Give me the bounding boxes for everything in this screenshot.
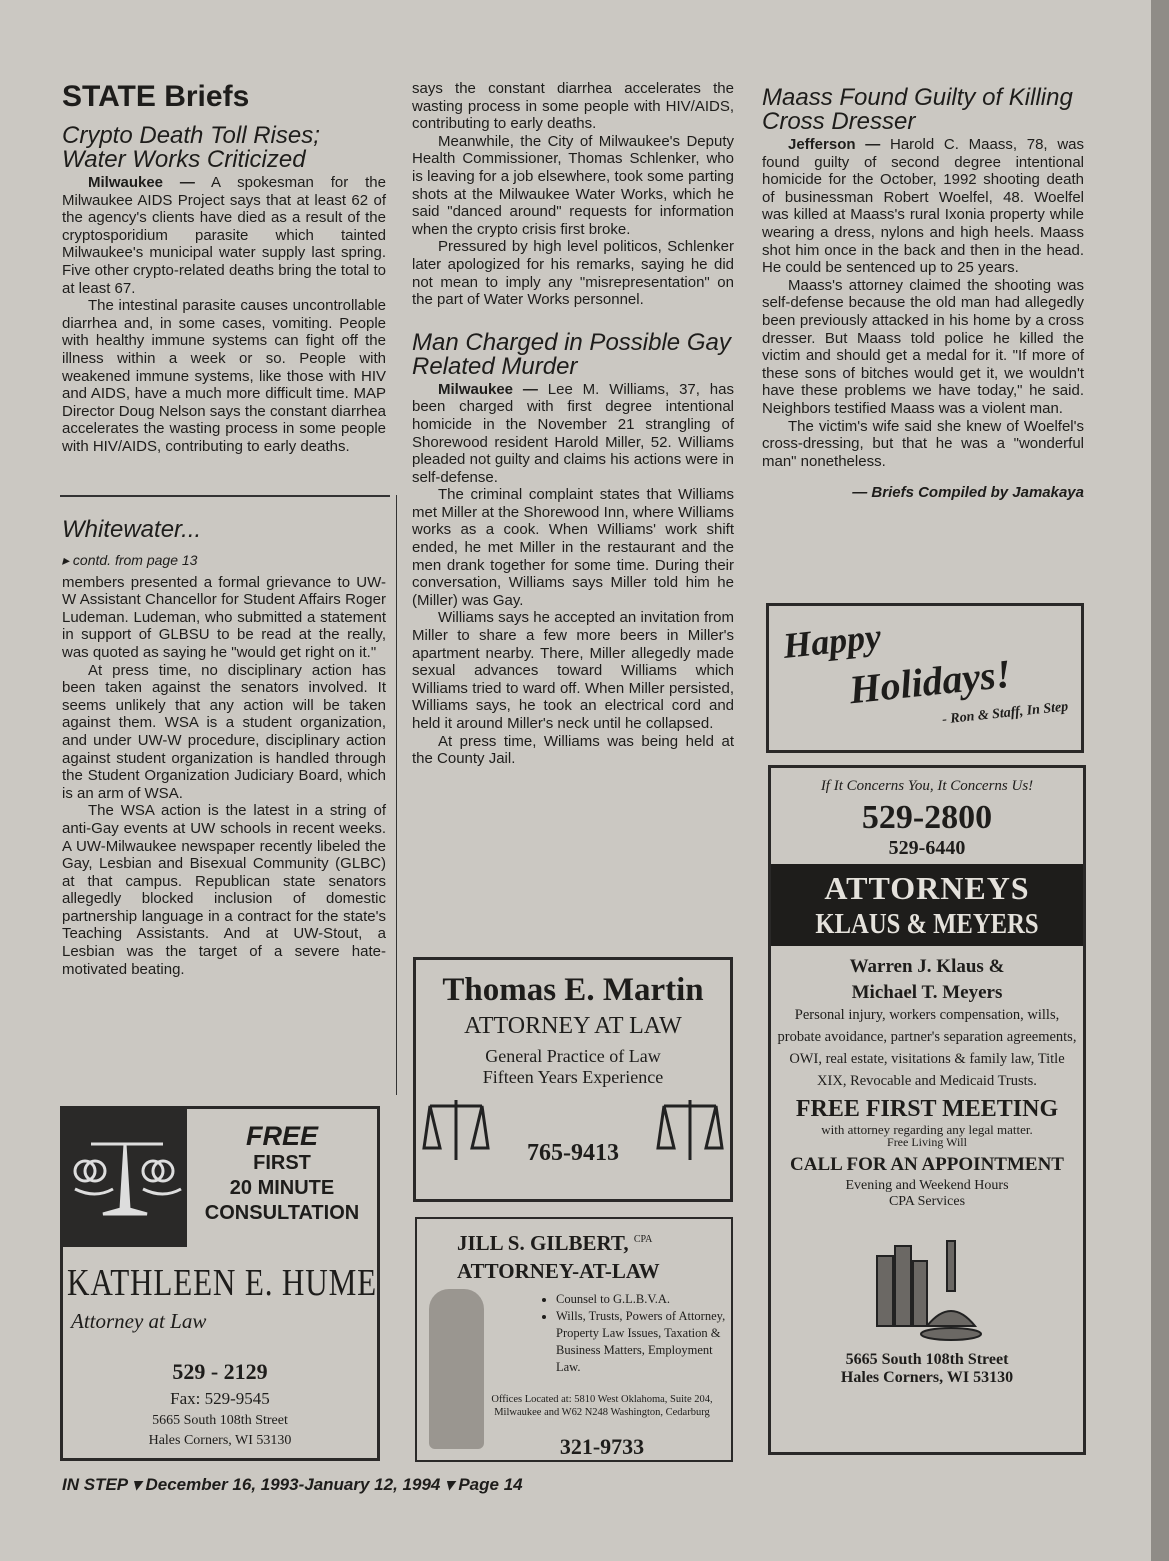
ad-line: 20 MINUTE: [229, 1177, 335, 1199]
ad-line: Evening and Weekend Hours: [845, 1178, 1009, 1193]
ad-script: Happy: [781, 615, 883, 667]
ad-name: Warren J. Klaus &: [849, 956, 1005, 977]
ad-name: Michael T. Meyers: [851, 982, 1003, 1003]
ad-address: Hales Corners, WI 53130: [148, 1433, 292, 1448]
scales-icon: [63, 1109, 187, 1247]
services-list: [542, 1291, 727, 1376]
paragraph: Pressured by high level politicos, Schlenker later apologized for his remarks, saying he did not mean to imply any "misrepresentation" on the part of Water Works personnel.: [412, 238, 734, 309]
headline-crypto: Crypto Death Toll Rises; Water Works Criticized: [62, 122, 320, 173]
scales-icon: [660, 1098, 720, 1162]
ad-holidays: [766, 603, 1084, 753]
ad-line: Free Living Will: [887, 1135, 967, 1149]
paragraph: members presented a formal grievance to UW-W Assistant Chancellor for Student Affairs Roger Ludeman. Ludeman, who submitted a statement in support of GLBSU to be read at the really, was quoted as saying he "would get right on it.": [62, 573, 386, 661]
paragraph: Williams says he accepted an invitation from Miller to share a few more beers in Miller's apartment nearby. There, Miller allegedly made sexual advances toward Williams which Williams tried to ward off. When Miller persisted, Williams says, he took an electrical cord and held it around Miller's neck until he collapsed.: [412, 609, 734, 732]
page-edge: [1151, 0, 1169, 1561]
ad-name: JILL S. GILBERT, $^{CPA}$: [457, 1231, 653, 1255]
paragraph: Harold C. Maass, 78, was found guilty of second degree intentional homicide for the October, 1992 shooting death of businessman Robert Woelfel, 48. Woelfel was killed at Maass's rural Ixonia property while wearing a dress, nylons and high heels. Maass shot him once in the back and then in the head. He could be sentenced up to 25 years.: [762, 136, 1084, 277]
ad-cta: CALL FOR AN APPOINTMENT: [790, 1154, 1064, 1175]
ad-script: Holidays!: [847, 650, 1014, 713]
paragraph: A spokesman for the Milwaukee AIDS Project says that at least 62 of the agency's clients have died as a result of the cryptosporidium parasite which tainted Milwaukee's municipal water supply last spring. Five other crypto-related deaths bring the total to at least 67.: [62, 174, 386, 297]
ad-free: FREE: [245, 1121, 318, 1151]
paragraph: Lee M. Williams, 37, has been charged with first degree intentional homicide in the November 21 strangling of Shorewood resident Harold Miller, 52. Williams pleaded not guilty and claims his actions were in self-defense.: [412, 380, 734, 486]
ad-services: Personal injury, workers compensation, wills, probate avoidance, partner's separation agreements, OWI, real estate, visitations & family law, Title XIX, Revocable and Medicaid Trusts.: [777, 1007, 1077, 1089]
ad-signature: - Ron & Staff, In Step: [941, 699, 1070, 728]
paragraph: The intestinal parasite causes uncontrollable diarrhea and, in some cases, vomiting. People with healthy immune systems can fight off the illness within a week or so. People with weakened immune systems, like those with HIV and AIDS, have a much more difficult time. MAP Director Doug Nelson says the constant diarrhea accelerates the wasting process in some people with HIV/AIDS, contributing to early deaths.: [62, 297, 386, 455]
page-footer: IN STEP ▾ December 16, 1993-January 12, 1994 ▾ Page 14: [62, 1475, 523, 1494]
list-item: • Wills, Trusts, Powers of Attorney, Property Law Issues, Taxation & Business Matters, Employment Law.: [556, 1308, 727, 1376]
ad-line: with attorney regarding any legal matter.: [821, 1122, 1033, 1137]
ad-line: CONSULTATION: [204, 1202, 360, 1224]
ad-address: 5665 South 108th Street: [845, 1351, 1009, 1368]
ad-phone: 765-9413: [527, 1140, 619, 1166]
ad-klaus-meyers: [768, 765, 1086, 1455]
paragraph: At press time, Williams was being held at the County Jail.: [412, 732, 734, 768]
ad-banner: ATTORNEYS KLAUS & MEYERS: [771, 864, 1083, 946]
issue-date: December 16, 1993-January 12, 1994: [145, 1475, 441, 1494]
ad-address: Hales Corners, WI 53130: [840, 1369, 1014, 1386]
ad-phone: 529-6440: [888, 837, 966, 859]
section-title: STATE Briefs: [62, 80, 250, 113]
paragraph: The victim's wife said she knew of Woelfel's cross-dressing, but that he was a "wonderful man" nonetheless.: [762, 417, 1084, 470]
paragraph: says the constant diarrhea accelerates the wasting process in some people with HIV/AIDS, contributing to early deaths.: [412, 80, 734, 133]
headline-whitewater: Whitewater...: [62, 516, 202, 543]
column-2: [412, 80, 734, 768]
ad-address: Offices Located at: 5810 West Oklahoma, Suite 204, Milwaukee and W62 N248 Washington, Cedarburg: [491, 1394, 713, 1418]
column-1: [62, 80, 386, 455]
ad-tagline: If It Concerns You, It Concerns Us!: [820, 778, 1034, 794]
ad-offer: FREE FIRST MEETING: [795, 1096, 1059, 1122]
ad-address: 5665 South 108th Street: [152, 1413, 288, 1428]
continued-note: ▸ contd. from page 13: [62, 552, 198, 568]
divider: [396, 495, 397, 1095]
ad-name: KATHLEEN E. HUME: [67, 1262, 377, 1304]
headline-murder: Man Charged in Possible Gay Related Murder: [412, 328, 731, 380]
column-3: [762, 80, 1084, 502]
lady-justice-icon: [429, 1289, 484, 1449]
continued-text: contd. from page 13: [72, 552, 198, 568]
ad-subtitle: ATTORNEY-AT-LAW: [457, 1259, 660, 1283]
ad-phone: 529-2800: [861, 799, 993, 836]
paragraph: The criminal complaint states that Williams met Miller at the Shorewood Inn, where Williams works as a cook. When Williams' work shift ended, he met Miller in the restaurant and the men drank together for some time. During their conversation, Williams says Miller told him he (Miller) was Gay.: [412, 486, 734, 609]
ad-phone: 529 - 2129: [172, 1359, 268, 1384]
paragraph: Meanwhile, the City of Milwaukee's Deputy Health Commissioner, Thomas Schlenker, who is leaving for a job elsewhere, took some parting shots at the Milwaukee Water Works, which he said "danced around" requests for information when the crypto crisis first broke.: [412, 132, 734, 238]
dateline: Milwaukee —: [438, 380, 538, 398]
books-candle-icon: [837, 1216, 1017, 1346]
ad-line: FIRST: [253, 1152, 311, 1174]
divider: [60, 495, 390, 497]
ad-name: Thomas E. Martin: [442, 972, 704, 1008]
byline: — Briefs Compiled by Jamakaya: [852, 484, 1084, 502]
ad-subtitle: Attorney at Law: [71, 1309, 207, 1333]
headline-maass: Maass Found Guilty of Killing Cross Dresser: [762, 84, 1073, 135]
dateline: Milwaukee —: [88, 174, 195, 191]
dateline: Jefferson —: [788, 136, 881, 153]
ad-phone: 321-9733: [559, 1434, 645, 1459]
ad-martin: [413, 957, 733, 1202]
ad-hume: [60, 1106, 380, 1461]
ad-fax: Fax: 529-9545: [170, 1389, 270, 1408]
ad-line: CPA Services: [888, 1194, 966, 1209]
paragraph: At press time, no disciplinary action has been taken against the senators involved. It seems unlikely that any action will be taken against them. WSA is a student organization, and under UW-W procedure, disciplinary action against student organization is handled through the Student Organization Judiciary Board, which is an arm of WSA.: [62, 661, 386, 802]
paragraph: The WSA action is the latest in a string of anti-Gay events at UW schools in recent weeks. A UW-Milwaukee newspaper recently libeled the Gay, Lesbian and Bisexual Community (GLBC) at that campus. Republican state senators allegedly blocked inclusion of domestic partnership language in a contract for the state's Teaching Assistants. And at UW-Stout, a Lesbian was the target of a severe hate-motivated beating.: [62, 802, 386, 978]
list-item: • Counsel to G.L.B.V.A.: [556, 1291, 727, 1308]
page-number: Page 14: [458, 1475, 523, 1494]
publication: IN STEP: [62, 1475, 128, 1494]
ad-line: General Practice of Law: [485, 1046, 661, 1066]
scales-icon: [426, 1098, 486, 1162]
column-1-lower: [62, 512, 386, 978]
ad-line: Fifteen Years Experience: [482, 1067, 664, 1087]
paragraph: Maass's attorney claimed the shooting was self-defense because the old man had allegedly been previously attacked in his home by a cross dresser. But Maass told police he killed the victim and should get a medal for it. "If more of these sons of bitches would get it, we wouldn't have these problems we have today," he said. Neighbors testified Maass was a violent man.: [762, 276, 1084, 417]
ad-subtitle: ATTORNEY AT LAW: [464, 1013, 682, 1039]
ad-gilbert: [415, 1217, 733, 1462]
